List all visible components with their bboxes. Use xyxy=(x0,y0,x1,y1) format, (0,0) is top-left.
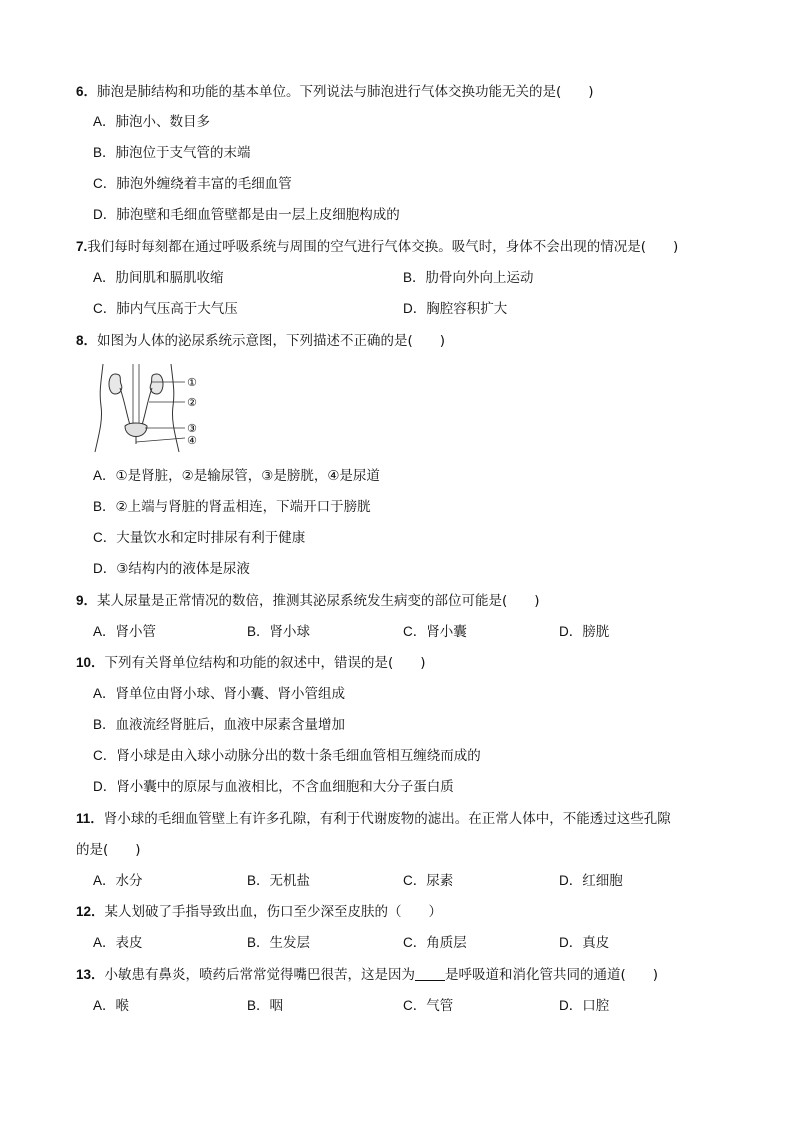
right-kidney xyxy=(150,374,163,394)
question-10-stem xyxy=(76,653,426,673)
figure-label-1: ① xyxy=(187,376,197,389)
option-text: 角质层 xyxy=(426,935,467,951)
option-letter: A． xyxy=(93,686,116,701)
option-letter: C． xyxy=(93,530,117,545)
question-10-option-b xyxy=(93,715,345,735)
question-number: 9． xyxy=(76,593,98,608)
question-7-option-c xyxy=(93,299,238,319)
option-letter: A． xyxy=(93,998,116,1013)
option-letter: A． xyxy=(93,270,116,285)
option-text: 肺泡壁和毛细血管壁都是由一层上皮细胞构成的 xyxy=(116,207,400,223)
option-letter: C． xyxy=(93,301,117,316)
option-text: 表皮 xyxy=(115,935,143,951)
question-6-option-d xyxy=(93,205,400,225)
option-text: 大量饮水和定时排尿有利于健康 xyxy=(116,530,306,546)
question-9-option-a xyxy=(93,622,156,642)
option-letter: D． xyxy=(93,779,117,794)
option-text: 胸腔容积扩大 xyxy=(426,301,508,317)
question-11-option-c xyxy=(403,871,453,891)
option-text: 膀胱 xyxy=(582,624,610,640)
option-letter: B． xyxy=(247,998,270,1013)
question-12-option-a xyxy=(93,933,143,953)
option-letter: B． xyxy=(93,145,116,160)
option-text: 肺泡小、数目多 xyxy=(115,114,211,130)
question-6-stem xyxy=(76,82,594,102)
question-7-option-b xyxy=(403,268,534,288)
question-8-option-a xyxy=(93,466,380,486)
question-number: 7. xyxy=(76,239,88,254)
question-8-option-b xyxy=(93,497,371,517)
option-letter: A． xyxy=(93,935,116,950)
option-text: 肾小球是由入球小动脉分出的数十条毛细血管相互缠绕而成的 xyxy=(116,748,481,764)
question-8-stem xyxy=(76,331,445,351)
question-8-option-d xyxy=(93,559,250,579)
option-letter: B． xyxy=(93,717,116,732)
question-number: 8． xyxy=(76,333,98,348)
left-kidney xyxy=(109,374,122,394)
option-text: 血液流经肾脏后，血液中尿素含量增加 xyxy=(115,717,346,733)
question-number: 11． xyxy=(76,811,104,826)
option-letter: B． xyxy=(247,935,270,950)
question-13-option-d xyxy=(559,996,609,1016)
question-12-option-b xyxy=(247,933,310,953)
option-text: 真皮 xyxy=(582,935,610,951)
option-letter: A． xyxy=(93,114,116,129)
option-letter: C． xyxy=(403,935,427,950)
question-text: 的是( ) xyxy=(76,842,141,858)
left-ureter xyxy=(120,388,131,428)
figure-label-3: ③ xyxy=(187,422,197,435)
question-13-stem xyxy=(76,965,658,985)
question-text: 下列有关肾单位结构和功能的叙述中，错误的是( ) xyxy=(104,655,426,671)
option-text: 喉 xyxy=(115,998,130,1014)
option-text: 咽 xyxy=(269,998,284,1014)
question-12-option-c xyxy=(403,933,467,953)
question-12-option-d xyxy=(559,933,609,953)
question-text: 如图为人体的泌尿系统示意图，下列描述不正确的是( ) xyxy=(97,333,446,349)
option-text: ②上端与肾脏的肾盂相连，下端开口于膀胱 xyxy=(115,499,371,515)
option-letter: B． xyxy=(247,624,270,639)
question-11-stem xyxy=(76,809,671,829)
option-text: 肺泡位于支气管的末端 xyxy=(115,145,251,161)
option-text: 肾单位由肾小球、肾小囊、肾小管组成 xyxy=(115,686,346,702)
question-text: 肾小球的毛细血管壁上有许多孔隙，有利于代谢废物的滤出。在正常人体中，不能透过这些孔隙 xyxy=(103,811,671,827)
option-letter: A． xyxy=(93,624,116,639)
question-10-option-c xyxy=(93,746,481,766)
option-letter: C． xyxy=(93,176,117,191)
option-letter: D． xyxy=(403,301,427,316)
option-text: 肾小管 xyxy=(115,624,157,640)
question-number: 10． xyxy=(76,655,105,670)
urinary-system-diagram xyxy=(93,362,205,454)
question-text: 某人划破了手指导致出血，伤口至少深至皮肤的（ ） xyxy=(104,904,443,920)
question-13-option-b xyxy=(247,996,283,1016)
option-text: 肾小球 xyxy=(269,624,311,640)
right-ureter xyxy=(141,388,152,428)
question-text: 我们每时每刻都在通过呼吸系统与周围的空气进行气体交换。吸气时，身体不会出现的情况是( ) xyxy=(87,239,679,255)
option-text: 气管 xyxy=(426,998,454,1014)
option-letter: D． xyxy=(93,561,117,576)
bladder xyxy=(125,423,147,437)
question-11-option-b xyxy=(247,871,310,891)
option-letter: C． xyxy=(403,873,427,888)
question-11-option-a xyxy=(93,871,143,891)
question-6-option-c xyxy=(93,174,292,194)
question-9-option-b xyxy=(247,622,310,642)
option-text: 水分 xyxy=(115,873,143,889)
option-letter: D． xyxy=(559,624,583,639)
question-10-option-a xyxy=(93,684,345,704)
question-7-option-a xyxy=(93,268,224,288)
option-text: 生发层 xyxy=(269,935,311,951)
option-text: ①是肾脏，②是输尿管，③是膀胱，④是尿道 xyxy=(115,468,380,484)
question-9-stem xyxy=(76,591,540,611)
option-text: 肺泡外缠绕着丰富的毛细血管 xyxy=(116,176,292,192)
question-13-option-c xyxy=(403,996,453,1016)
question-6-option-b xyxy=(93,143,251,163)
question-number: 12． xyxy=(76,904,105,919)
option-letter: B． xyxy=(247,873,270,888)
option-text: 口腔 xyxy=(582,998,610,1014)
question-7-stem xyxy=(76,237,678,257)
body-outline-left xyxy=(95,364,103,452)
question-9-option-d xyxy=(559,622,609,642)
option-letter: C． xyxy=(93,748,117,763)
question-7-option-d xyxy=(403,299,507,319)
option-letter: C． xyxy=(403,998,427,1013)
question-6-option-a xyxy=(93,112,210,132)
question-number: 13． xyxy=(76,967,105,982)
option-text: 肾小囊 xyxy=(426,624,467,640)
option-letter: B． xyxy=(403,270,426,285)
question-11-option-d xyxy=(559,871,623,891)
question-text: 某人尿量是正常情况的数倍，推测其泌尿系统发生病变的部位可能是( ) xyxy=(97,593,540,609)
option-text: 肋间肌和膈肌收缩 xyxy=(115,270,224,286)
option-letter: D． xyxy=(93,207,117,222)
question-10-option-d xyxy=(93,777,454,797)
figure-label-4: ④ xyxy=(187,434,197,447)
option-text: 肋骨向外向上运动 xyxy=(425,270,534,286)
question-text-after-blank: 是呼吸道和消化管共同的通道( ) xyxy=(445,967,659,983)
question-9-option-c xyxy=(403,622,467,642)
question-12-stem xyxy=(76,902,442,922)
option-text: 红细胞 xyxy=(582,873,623,889)
option-letter: A． xyxy=(93,873,116,888)
option-text: 肺内气压高于大气压 xyxy=(116,301,238,317)
answer-blank xyxy=(415,966,445,981)
pointer-line-4 xyxy=(136,438,185,442)
option-letter: D． xyxy=(559,998,583,1013)
question-8-option-c xyxy=(93,528,305,548)
question-text: 小敏患有鼻炎，喷药后常常觉得嘴巴很苦，这是因为 xyxy=(104,967,416,983)
option-text: 尿素 xyxy=(426,873,454,889)
question-11-stem-continued xyxy=(76,840,141,860)
option-text: ③结构内的液体是尿液 xyxy=(116,561,250,577)
question-text: 肺泡是肺结构和功能的基本单位。下列说法与肺泡进行气体交换功能无关的是( ) xyxy=(97,84,594,100)
figure-label-2: ② xyxy=(187,396,197,409)
question-number: 6． xyxy=(76,84,98,99)
option-letter: C． xyxy=(403,624,427,639)
option-letter: A． xyxy=(93,468,116,483)
question-13-option-a xyxy=(93,996,129,1016)
option-letter: D． xyxy=(559,873,583,888)
option-text: 无机盐 xyxy=(269,873,311,889)
option-text: 肾小囊中的原尿与血液相比，不含血细胞和大分子蛋白质 xyxy=(116,779,454,795)
option-letter: D． xyxy=(559,935,583,950)
option-letter: B． xyxy=(93,499,116,514)
